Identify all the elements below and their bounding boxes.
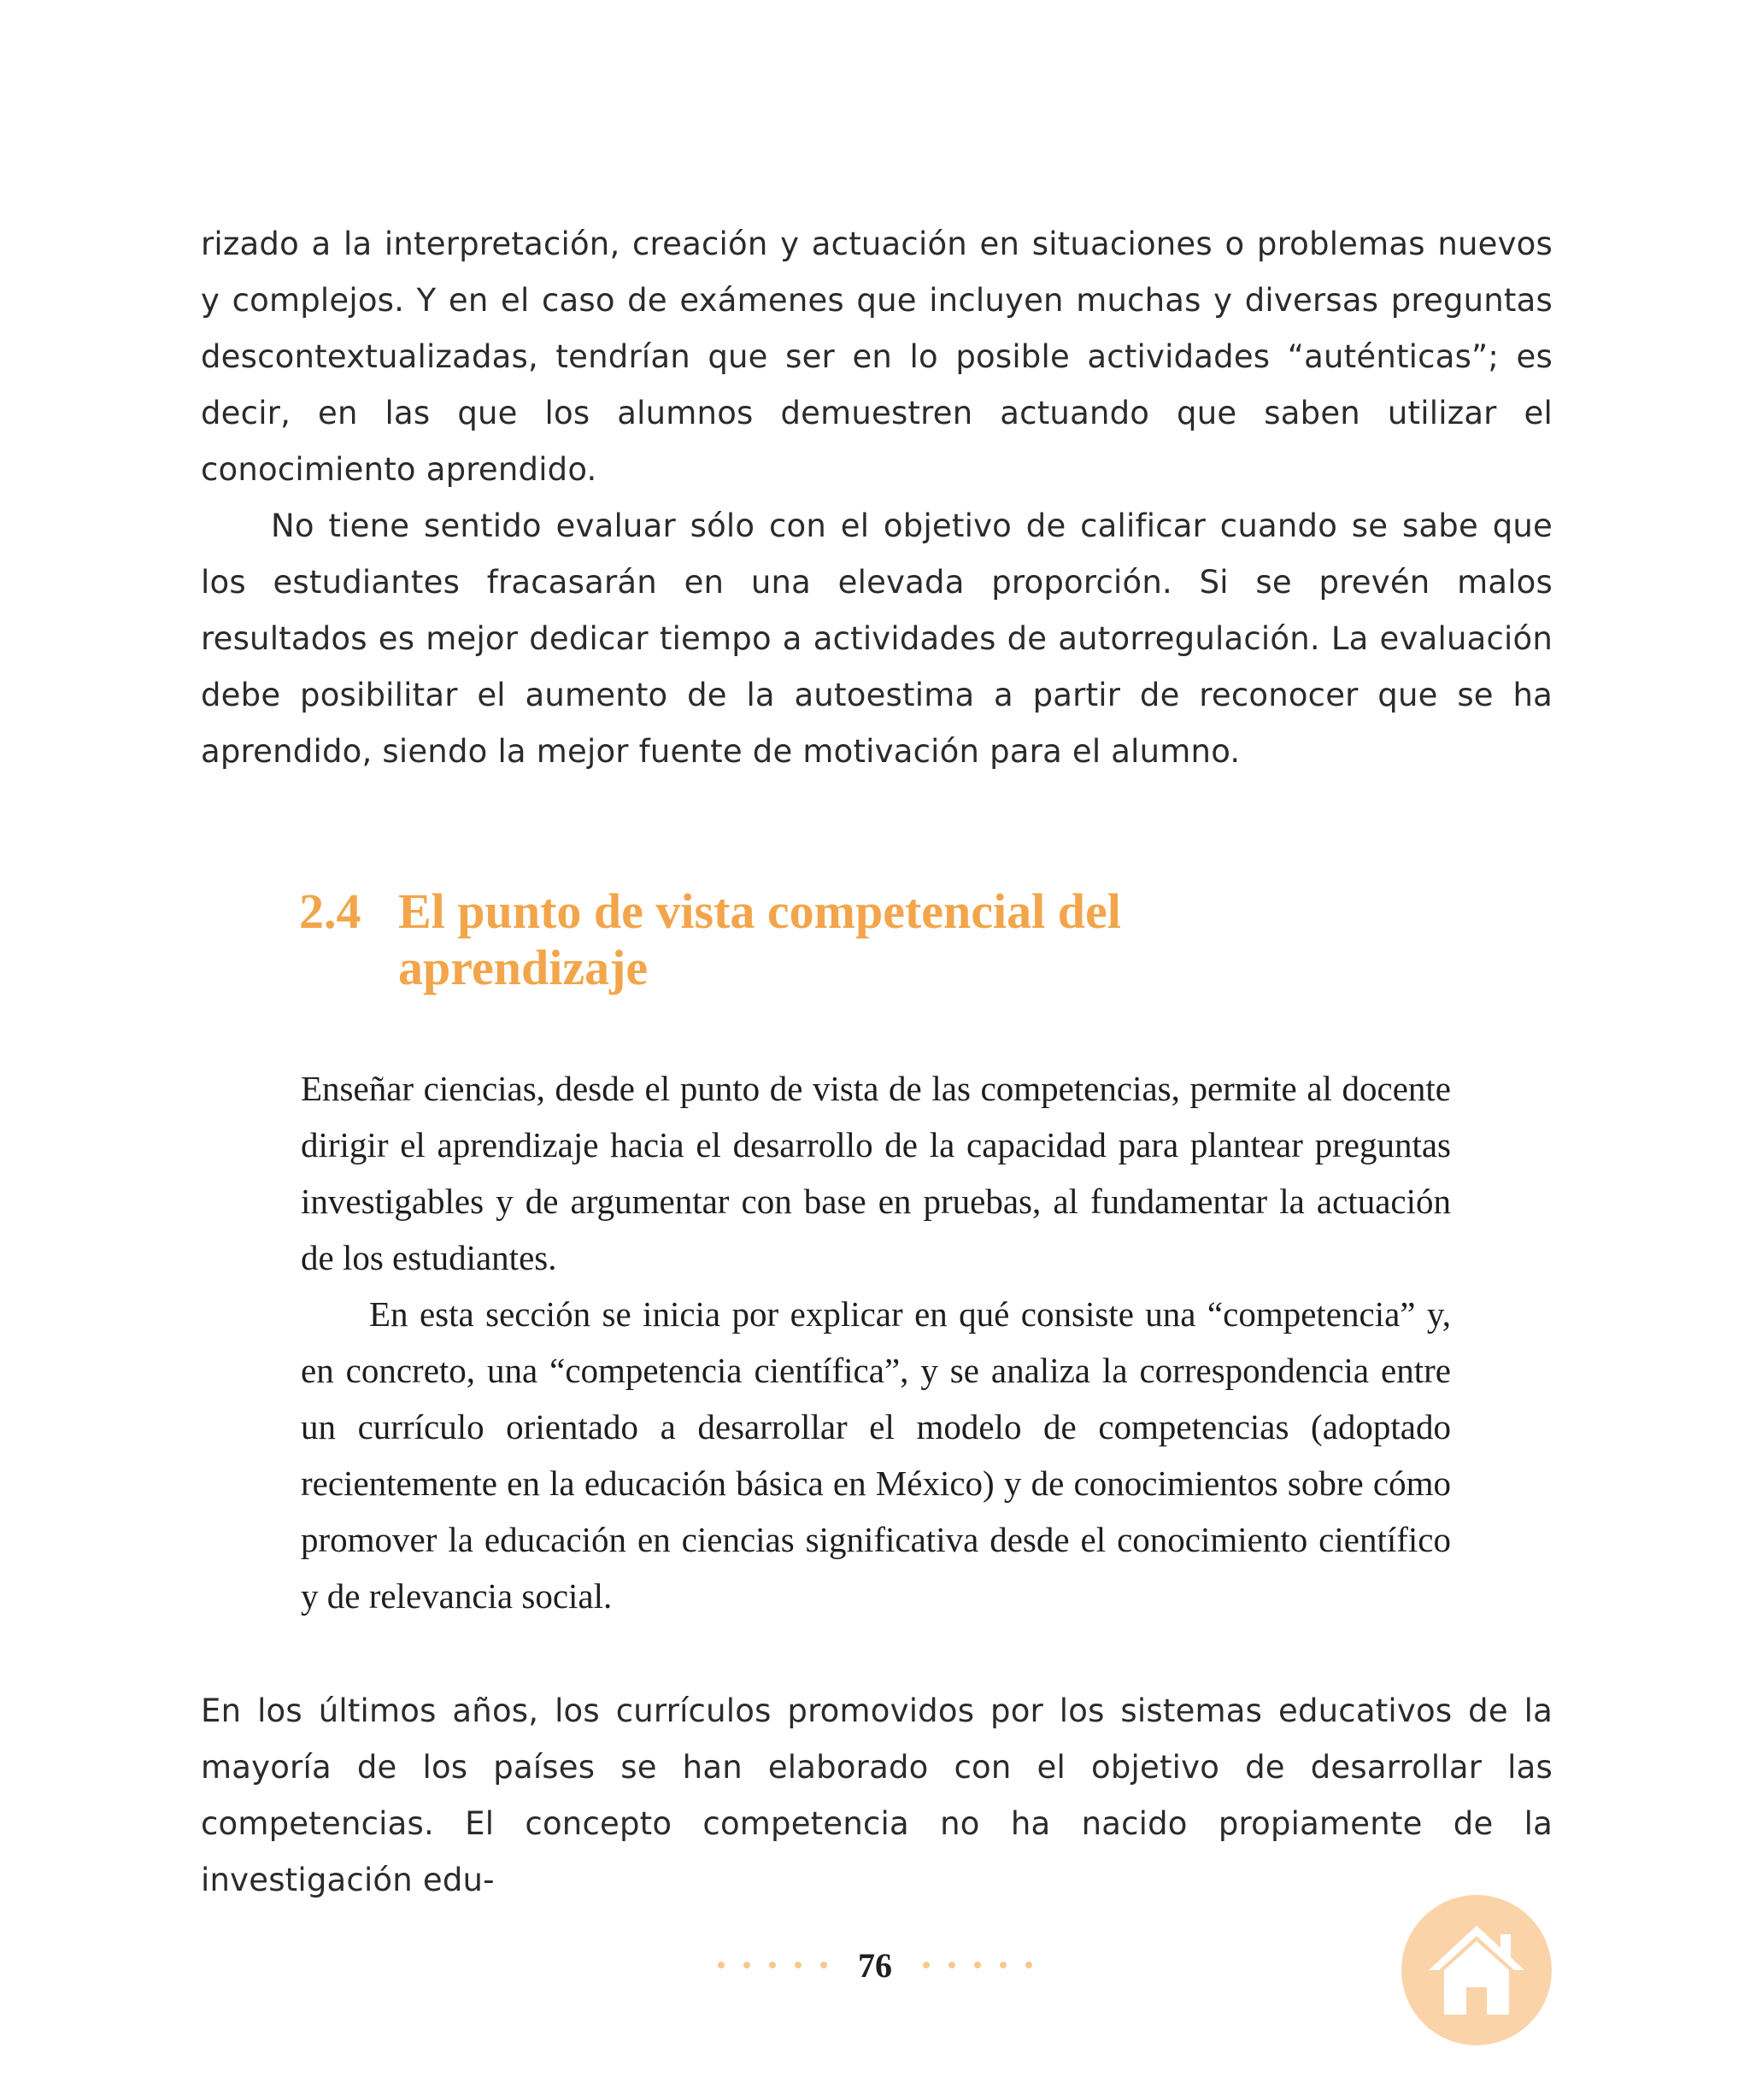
- paragraph: rizado a la interpretación, creación y actuación en situaciones o problemas nuevos y complejos. Y en el caso de exámenes que incluyen muchas y diversas preguntas descontextualizadas, tendrían que ser en lo posible actividades “auténticas”; es decir, en las que los alumnos demuestren actuando que saben utilizar el conocimiento aprendido.: [201, 226, 1553, 488]
- page-number: 76: [858, 1945, 892, 1985]
- paragraph: No tiene sentido evaluar sólo con el objetivo de calificar cuando se sabe que los estudiantes fracasarán en una elevada proporción. Si se prevén malos resultados es mejor dedicar tiempo a actividades de autorregulación. La evaluación debe posibilitar el aumento de la autoestima a partir de reconocer que se ha aprendido, siendo la mejor fuente de motivación para el alumno.: [201, 507, 1553, 770]
- section-intro-text: [301, 1060, 1451, 1624]
- home-button[interactable]: [1401, 1895, 1552, 2045]
- paragraph: En esta sección se inicia por explicar en qué consiste una “competencia” y, en concreto, una “competencia científica”, y se analiza la correspondencia entre un currículo orientado a desarrollar el modelo de competencias (adoptado recientemente en la educación básica en México) y de conocimientos sobre cómo promover la educación en ciencias significativa desde el conocimiento científico y de relevancia social.: [301, 1294, 1451, 1616]
- dot: [948, 1962, 955, 1968]
- dot: [974, 1962, 981, 1968]
- section-title: El punto de vista competencial del aprendizaje: [398, 883, 1121, 995]
- paragraph: Enseñar ciencias, desde el punto de vista de las competencias, permite al docente dirigir el aprendizaje hacia el desarrollo de la capacidad para plantear preguntas investigables y de argumentar con base en pruebas, al fundamentar la actuación de los estudiantes.: [301, 1069, 1451, 1277]
- dot: [743, 1962, 750, 1968]
- section-heading: [299, 883, 1154, 996]
- dot: [1000, 1962, 1007, 1968]
- dot: [718, 1962, 725, 1968]
- paragraph: En los últimos años, los currículos promovidos por los sistemas educativos de la mayoría de los países se han elaborado con el objetivo de desarrollar las competencias. El concepto competencia no ha nacido propiamente de la investigación edu-: [201, 1692, 1553, 1898]
- home-icon: [1401, 1895, 1552, 2045]
- section-number: 2.4: [299, 883, 361, 939]
- dot: [923, 1962, 930, 1968]
- dot: [769, 1962, 776, 1968]
- body-text-bottom: [201, 1683, 1553, 1909]
- dot: [820, 1962, 827, 1968]
- footer-dots-left: [718, 1962, 827, 1968]
- footer-dots-right: [923, 1962, 1032, 1968]
- body-text-top: [201, 216, 1553, 780]
- dot: [795, 1962, 802, 1968]
- dot: [1025, 1962, 1032, 1968]
